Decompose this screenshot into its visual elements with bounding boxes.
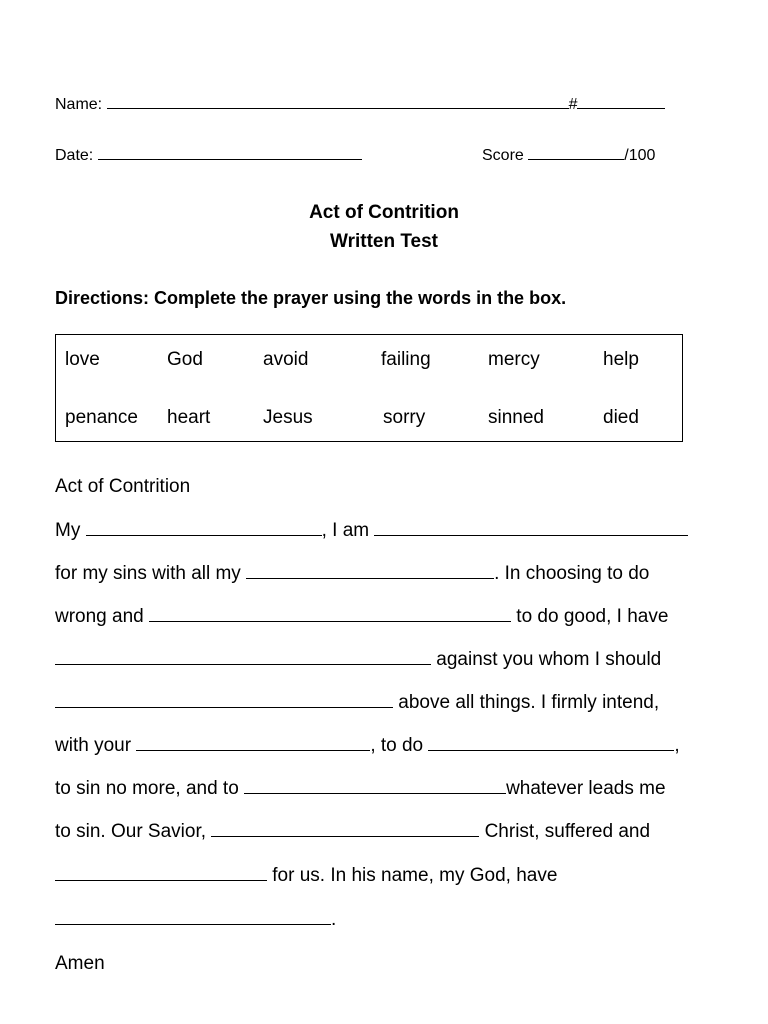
word-bank-box [55, 334, 683, 442]
prayer-line [55, 865, 557, 887]
page-title: Act of Contrition [309, 202, 459, 223]
prayer-line [55, 778, 666, 800]
prayer-text: My [55, 520, 81, 541]
date-label: Date: [55, 147, 94, 164]
prayer-text: , [674, 735, 680, 756]
score-blank[interactable] [528, 158, 624, 160]
prayer-text: for us. In his name, my God, have [272, 865, 558, 886]
fill-blank[interactable] [246, 577, 494, 579]
word-bank-item: love [65, 349, 100, 370]
prayer-text: to sin no more, and to [55, 778, 239, 799]
word-bank-item: Jesus [263, 407, 313, 428]
word-bank-item: penance [65, 407, 138, 428]
word-bank-item: sorry [383, 407, 426, 428]
number-blank[interactable] [577, 107, 665, 109]
word-bank-item: mercy [488, 349, 540, 370]
word-bank-item: sinned [488, 407, 544, 428]
prayer-line [55, 606, 668, 628]
name-row [55, 96, 665, 114]
fill-blank[interactable] [136, 749, 370, 751]
page-subtitle: Written Test [329, 231, 439, 252]
prayer-text: above all things. I firmly intend, [398, 692, 660, 713]
fill-blank[interactable] [211, 835, 479, 837]
prayer-text: Christ, suffered and [484, 821, 651, 842]
word-bank-item: God [167, 349, 203, 370]
prayer-text: to sin. Our Savior, [55, 821, 207, 842]
fill-blank[interactable] [55, 879, 267, 881]
prayer-text: to do good, I have [516, 606, 669, 627]
name-label: Name: [55, 96, 103, 113]
prayer-text: , I am [321, 520, 370, 541]
score-total: /100 [624, 147, 656, 164]
prayer-text: for my sins with all my [55, 563, 241, 584]
prayer-closing: Amen [55, 953, 105, 974]
score-row [482, 147, 655, 165]
date-row [55, 147, 362, 165]
prayer-line [55, 563, 649, 585]
prayer-line [55, 821, 650, 843]
score-label: Score [482, 147, 524, 164]
prayer-line [55, 649, 661, 671]
word-bank-item: help [603, 349, 639, 370]
prayer-line [55, 692, 659, 714]
fill-blank[interactable] [55, 923, 331, 925]
word-bank-item: heart [167, 407, 211, 428]
fill-blank[interactable] [374, 534, 688, 536]
prayer-text: . In choosing to do [494, 563, 650, 584]
prayer-line [55, 520, 688, 542]
fill-blank[interactable] [244, 792, 506, 794]
prayer-text: . [331, 909, 337, 930]
fill-blank[interactable] [86, 534, 322, 536]
word-bank-item: failing [381, 349, 431, 370]
number-label: # [568, 96, 578, 113]
directions: Directions: Complete the prayer using the words in the box. [55, 288, 567, 308]
prayer-line [55, 909, 336, 931]
word-bank-item: died [603, 407, 639, 428]
prayer-heading: Act of Contrition [55, 476, 191, 497]
prayer-text: whatever leads me [506, 778, 666, 799]
prayer-text: against you whom I should [436, 649, 662, 670]
prayer-line [55, 735, 680, 757]
fill-blank[interactable] [149, 620, 511, 622]
name-blank[interactable] [107, 107, 569, 109]
date-blank[interactable] [98, 158, 362, 160]
fill-blank[interactable] [55, 706, 393, 708]
prayer-text: with your [55, 735, 132, 756]
prayer-text: , to do [370, 735, 424, 756]
fill-blank[interactable] [55, 663, 431, 665]
fill-blank[interactable] [428, 749, 674, 751]
prayer-text: wrong and [55, 606, 144, 627]
word-bank-item: avoid [263, 349, 309, 370]
